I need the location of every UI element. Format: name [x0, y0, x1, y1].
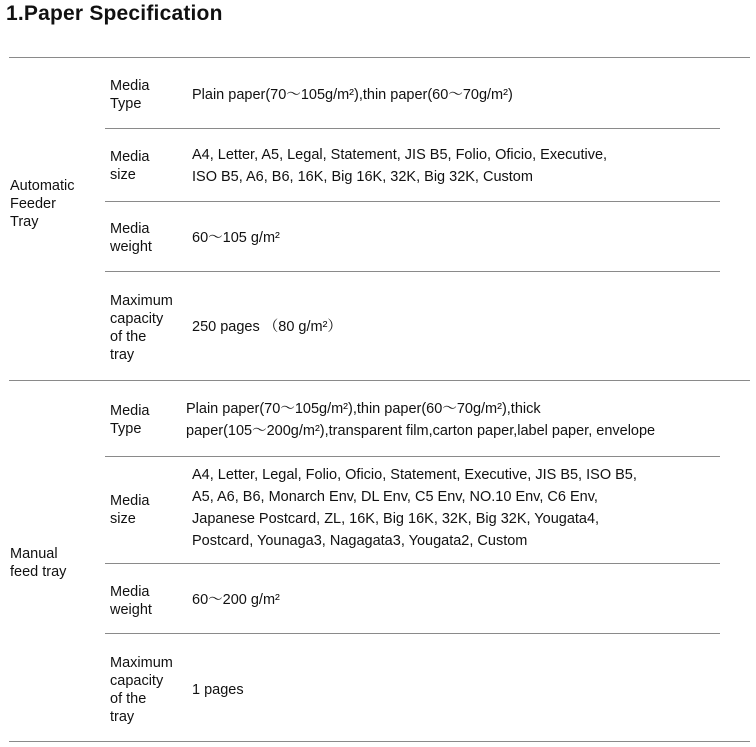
table-bottom-rule: [9, 741, 750, 742]
row-value-media-type: Plain paper(70～105g/m²),thin paper(60～70g/m²): [192, 87, 513, 103]
row-value-media-size: A4, Letter, Legal, Folio, Oficio, Statement, Executive, JIS B5, ISO B5, A5, A6, B6, Monarch Env, DL Env, C5 Env, NO.10 Env, C6 Env, Japanese Postcard, ZL, 16K, Big 16K, 32K, Big 32K, Yougata4, Postcard, Younaga3, Nagagata3, Yougata2, Custom: [192, 467, 637, 549]
row-divider: [105, 201, 720, 202]
row-label-maximum-capacity: Maximum capacity of the tray: [110, 655, 173, 725]
row-label-media-size: Media size: [110, 149, 150, 183]
row-divider: [105, 128, 720, 129]
table-top-rule: [9, 57, 750, 58]
row-value-media-size: A4, Letter, A5, Legal, Statement, JIS B5, Folio, Oficio, Executive, ISO B5, A6, B6, 16K, Big 16K, 32K, Big 32K, Custom: [192, 147, 608, 185]
row-value-maximum-capacity: 1 pages: [192, 682, 244, 698]
row-label-media-type: Media Type: [110, 403, 150, 437]
row-label-media-weight: Media weight: [110, 221, 152, 255]
group-label-manual-feed-tray: Manual feed tray: [10, 546, 67, 580]
row-value-media-weight: 60～200 g/m²: [192, 592, 280, 608]
row-divider: [105, 563, 720, 564]
group-label-automatic-feeder-tray: Automatic Feeder Tray: [10, 178, 75, 230]
row-value-media-weight: 60～105 g/m²: [192, 230, 280, 246]
row-label-media-size: Media size: [110, 493, 150, 527]
row-divider: [105, 633, 720, 634]
row-divider: [105, 456, 720, 457]
row-value-maximum-capacity: 250 pages （80 g/m²）: [192, 319, 342, 335]
row-label-maximum-capacity: Maximum capacity of the tray: [110, 293, 173, 363]
row-label-media-type: Media Type: [110, 78, 150, 112]
row-value-media-type: Plain paper(70～105g/m²),thin paper(60～70g/m²),thick paper(105～200g/m²),transparent film,carton paper,label paper, envelope: [186, 401, 656, 439]
page-title: 1.Paper Specification: [6, 2, 223, 25]
group-divider: [9, 380, 750, 381]
row-divider: [105, 271, 720, 272]
row-label-media-weight: Media weight: [110, 584, 152, 618]
